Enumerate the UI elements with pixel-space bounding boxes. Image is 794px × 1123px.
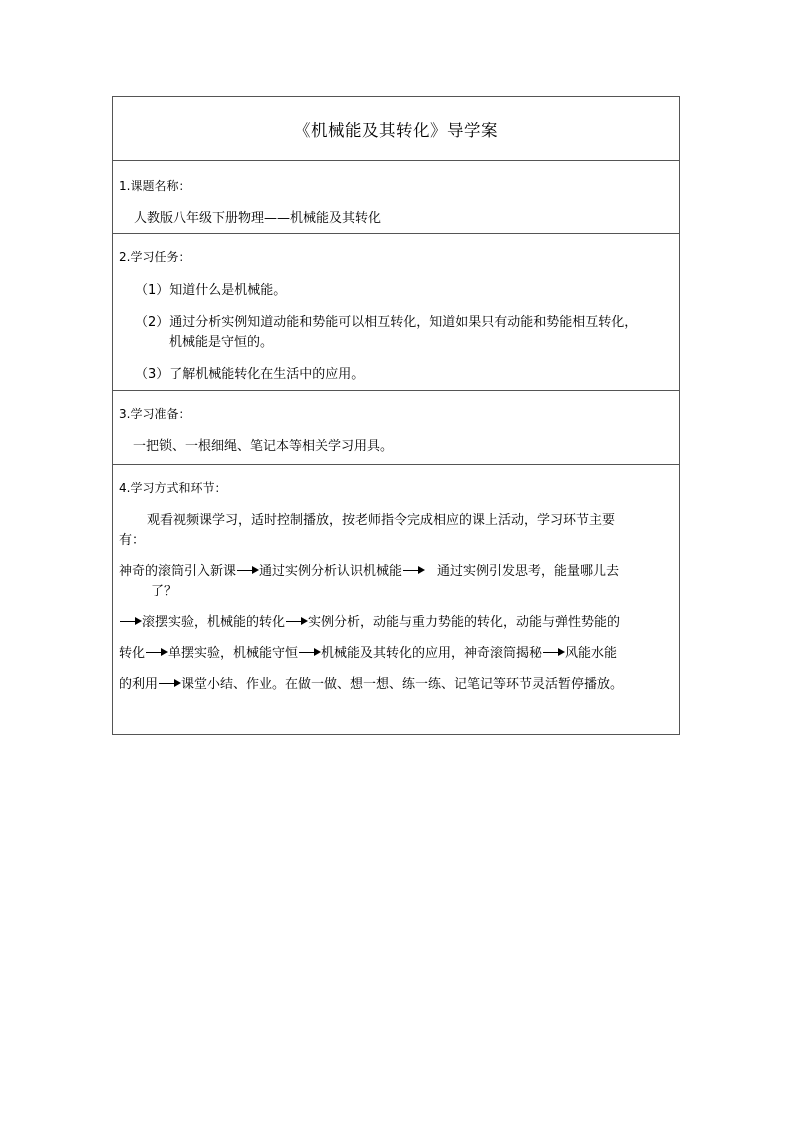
section-preparation xyxy=(113,390,679,464)
flow-step: 课堂小结、作业。在做一做、想一想、练一练、记笔记等环节灵活暂停播放。 xyxy=(181,677,624,692)
title-row xyxy=(113,97,679,160)
flow-step: 通过实例引发思考，能量哪儿去 xyxy=(437,564,620,579)
arrow-right-icon xyxy=(403,570,423,571)
section-topic xyxy=(113,160,679,233)
flow-step: 转化 xyxy=(119,646,146,661)
section-heading: 2.学习任务： xyxy=(119,250,191,264)
flow-step: 通过实例分析认识机械能 xyxy=(259,564,403,579)
flow-step: 的利用 xyxy=(119,677,159,692)
section-method xyxy=(113,464,679,734)
page-title: 《机械能及其转化》导学案 xyxy=(294,120,498,140)
flow-step: 神奇的滚筒引入新课 xyxy=(119,564,237,579)
arrow-right-icon xyxy=(543,652,563,653)
flow-step: 滚摆实验，机械能的转化 xyxy=(142,615,286,630)
method-intro-continued: 有： xyxy=(119,533,146,548)
arrow-right-icon xyxy=(237,570,257,571)
lesson-plan-table xyxy=(112,96,680,735)
task-item: （3）了解机械能转化在生活中的应用。 xyxy=(135,367,365,382)
arrow-right-icon xyxy=(120,621,140,622)
arrow-right-icon xyxy=(159,683,179,684)
flow-step: 单摆实验，机械能守恒 xyxy=(168,646,299,661)
flow-line-1 xyxy=(119,560,619,579)
method-intro: 观看视频课学习，适时控制播放，按老师指令完成相应的课上活动，学习环节主要 xyxy=(147,513,616,528)
task-item: （1）知道什么是机械能。 xyxy=(135,283,287,298)
flow-line-4 xyxy=(119,673,623,692)
section-heading: 1.课题名称： xyxy=(119,179,191,193)
flow-step: 实例分析，动能与重力势能的转化，动能与弹性势能的 xyxy=(308,615,621,630)
arrow-right-icon xyxy=(286,621,306,622)
flow-step-continued: 了？ xyxy=(151,584,178,599)
task-item: （2）通过分析实例知道动能和势能可以相互转化，知道如果只有动能和势能相互转化， xyxy=(135,315,638,330)
flow-line-2 xyxy=(119,611,620,630)
arrow-right-icon xyxy=(299,652,319,653)
task-item-continued: 机械能是守恒的。 xyxy=(169,335,274,350)
flow-step: 风能水能 xyxy=(565,646,618,661)
flow-line-3 xyxy=(119,642,617,661)
section-tasks xyxy=(113,233,679,390)
flow-step: 机械能及其转化的应用，神奇滚筒揭秘 xyxy=(321,646,543,661)
arrow-right-icon xyxy=(146,652,166,653)
preparation-content: 一把锁、一根细绳、笔记本等相关学习用具。 xyxy=(133,439,394,454)
topic-content: 人教版八年级下册物理——机械能及其转化 xyxy=(134,211,382,226)
section-heading: 4.学习方式和环节： xyxy=(119,481,227,495)
section-heading: 3.学习准备： xyxy=(119,407,191,421)
